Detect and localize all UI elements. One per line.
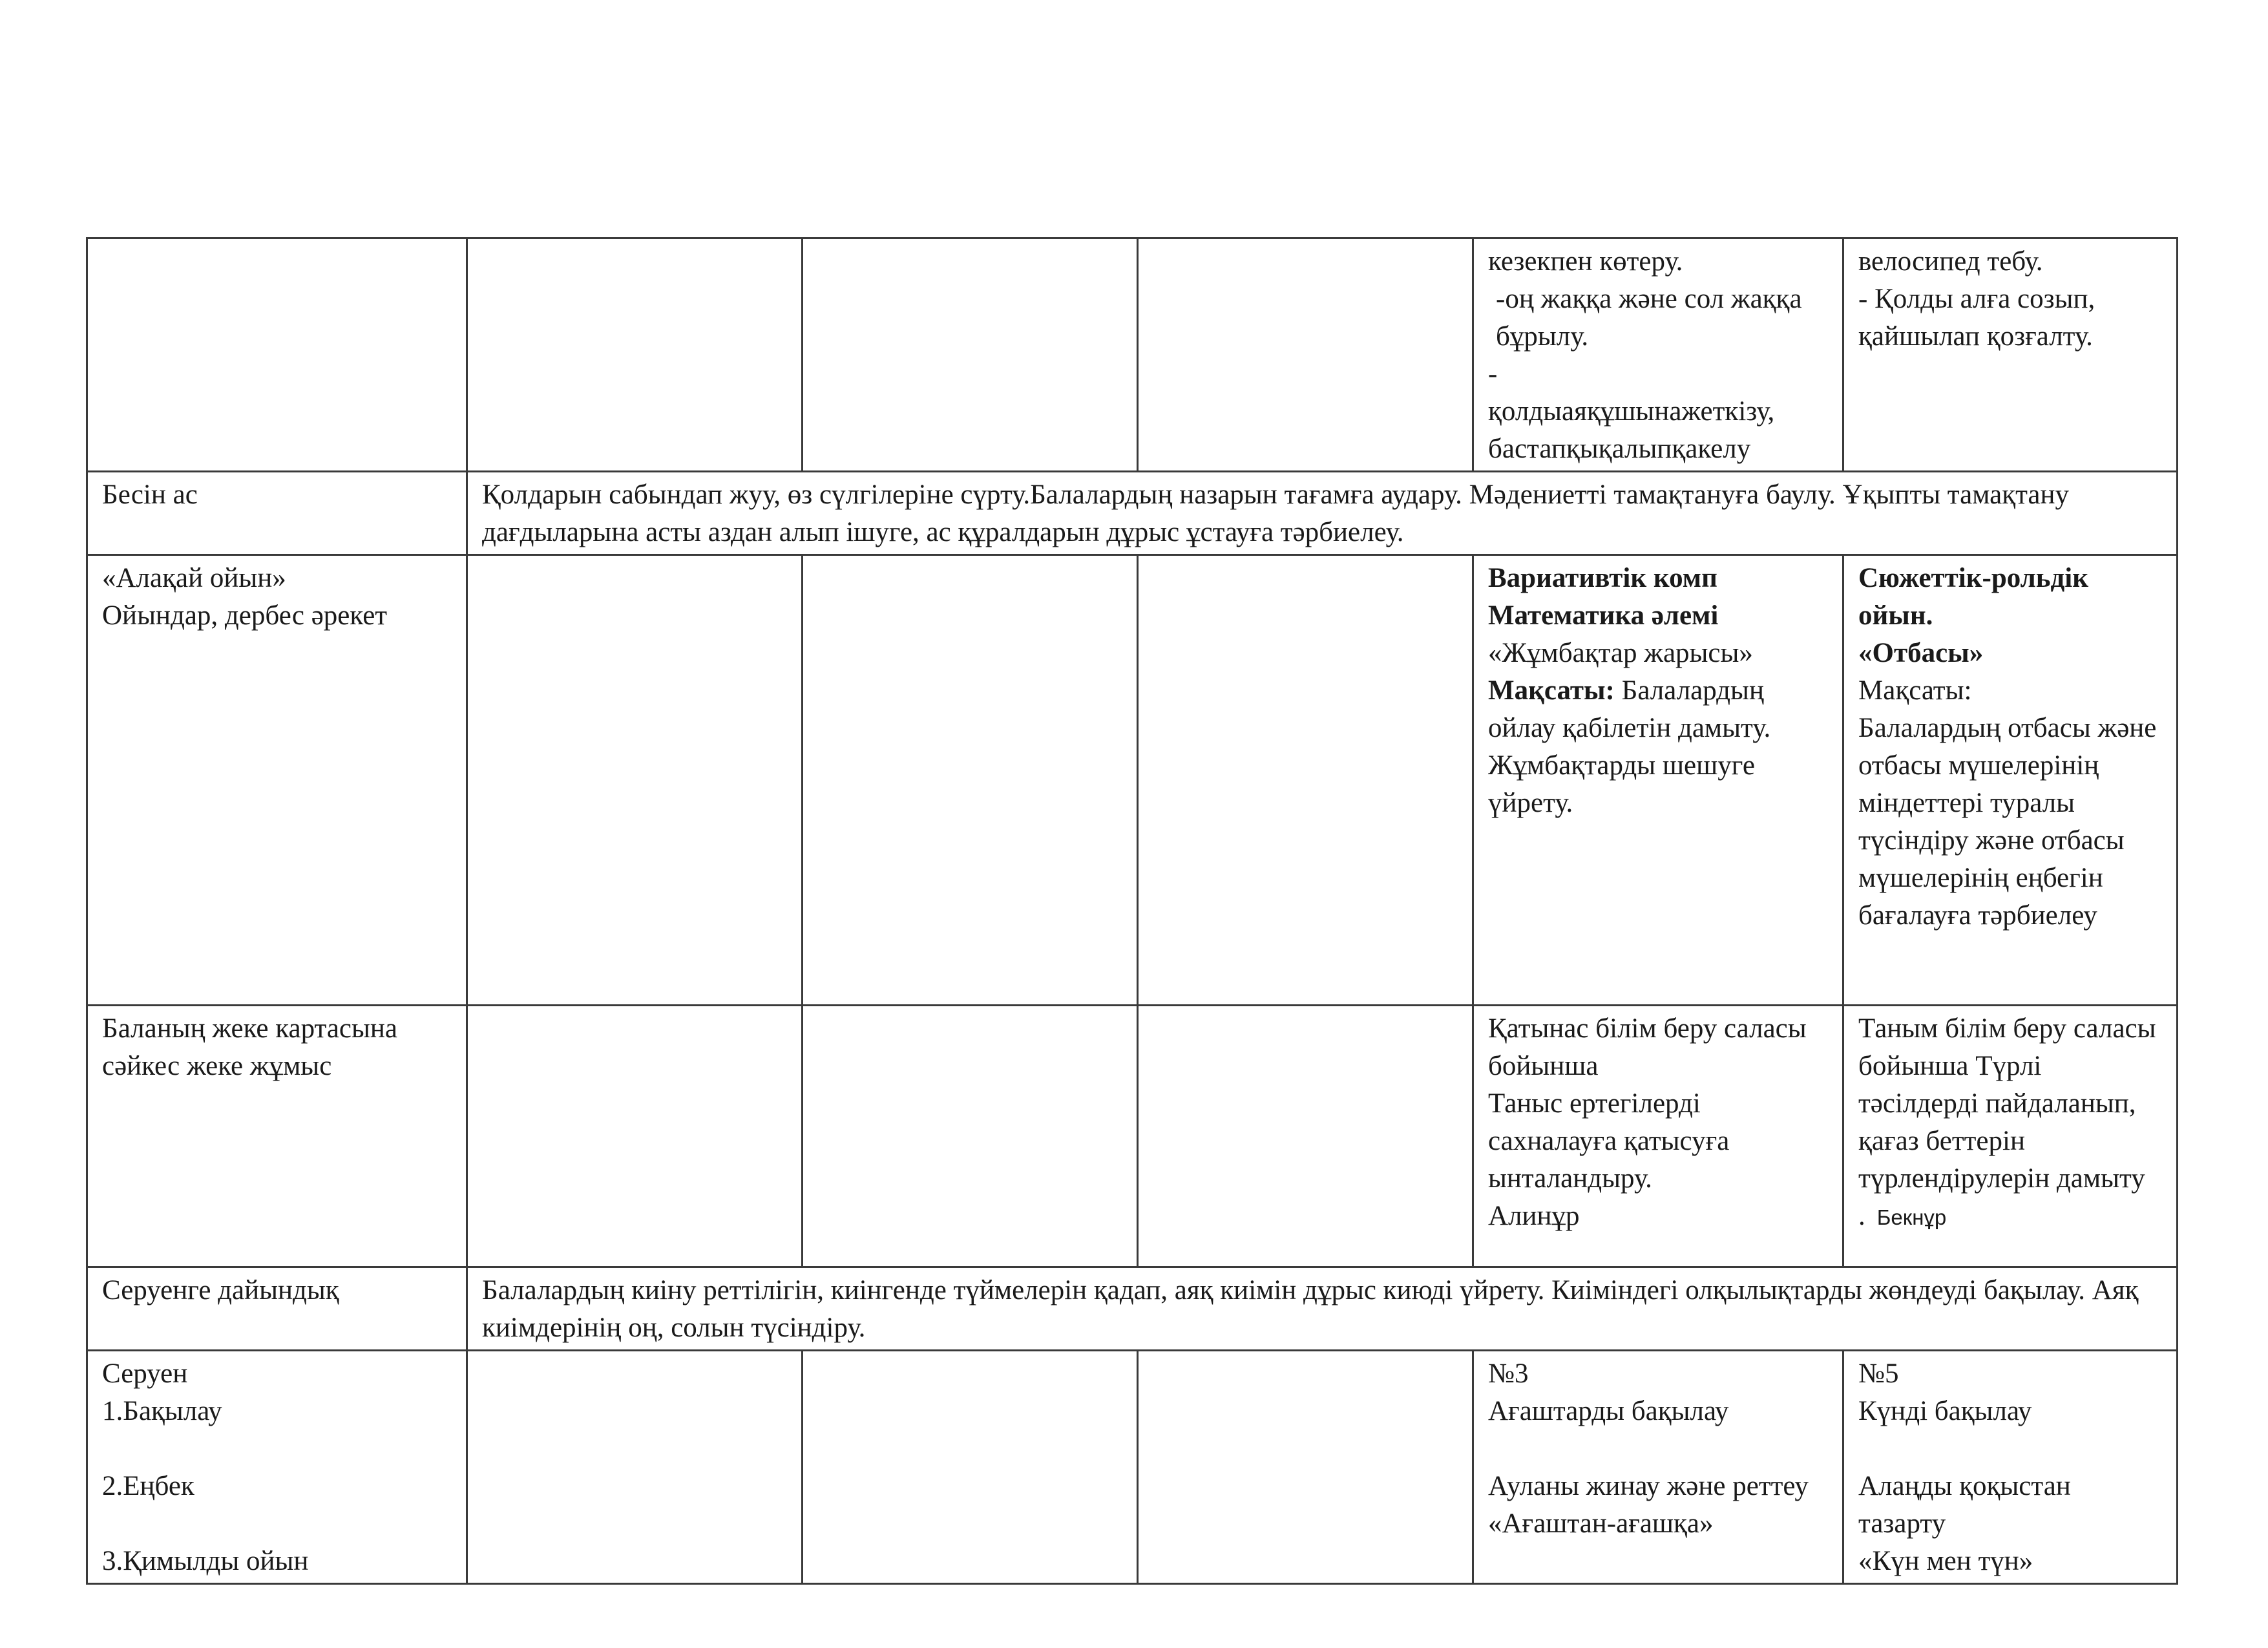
spacer (102, 1430, 452, 1468)
table-row-seruen (87, 1351, 2178, 1584)
label-line: «Алақай ойын» (102, 563, 286, 593)
text-line: - (1488, 359, 1498, 389)
activity-subtitle: «Отбасы» (1858, 638, 1984, 668)
empty-cell (803, 1351, 1138, 1584)
label-line: 2.Еңбек (102, 1471, 194, 1501)
exercise-cell-col6 (1843, 238, 2178, 472)
spacer (102, 1505, 452, 1543)
text-line: велосипед тебу. (1858, 246, 2043, 277)
table-row-individual (87, 1006, 2178, 1267)
empty-cell (467, 238, 803, 472)
table-row-besin-as (87, 472, 2178, 555)
empty-cell (803, 238, 1138, 472)
labor-text: Алаңды қоқыстан тазарту (1858, 1471, 2071, 1539)
empty-cell (803, 555, 1138, 1006)
activity-cell-col5 (1473, 555, 1843, 1006)
row-label: Бесін ас (87, 472, 467, 555)
individual-cell-col6 (1843, 1006, 2178, 1267)
text-line: Қатынас білім беру саласы бойынша (1488, 1013, 1807, 1081)
merged-text-cell: Балалардың киіну реттілігін, киінгенде түймелерін қадап, аяқ киімін дұрыс киюді үйрету. Киіміндегі олқылықтарды жөндеуді бақылау. Аяқ киімдерінің оң, солын түсіндіру. (467, 1267, 2178, 1351)
row-label (87, 555, 467, 1006)
labor-text: Ауланы жинау және реттеу (1488, 1471, 1809, 1501)
activity-cell-col6 (1843, 555, 2178, 1006)
text-line: Таным білім беру саласы бойынша Түрлі тәсілдерді пайдаланып, қағаз беттерін түрлендірулерін дамыту . (1858, 1013, 2156, 1231)
activity-title: Вариативтік комп (1488, 563, 1717, 593)
row-label (87, 1351, 467, 1584)
table-row-seruen-prep (87, 1267, 2178, 1351)
empty-cell (1138, 238, 1473, 472)
observation-text: Ағаштарды бақылау (1488, 1396, 1729, 1426)
label-line: Ойындар, дербес әрекет (102, 600, 388, 631)
label-line: 1.Бақылау (102, 1396, 222, 1426)
walk-cell-col6 (1843, 1351, 2178, 1584)
child-name: Алинұр (1488, 1201, 1580, 1231)
walk-number: №5 (1858, 1358, 1899, 1389)
empty-cell (803, 1006, 1138, 1267)
row-label: Баланың жеке картасына сәйкес жеке жұмыс (87, 1006, 467, 1267)
spacer (1858, 1430, 2162, 1468)
text-line: кезекпен көтеру. (1488, 246, 1683, 277)
text-line: қолдыаяқұшынажеткізу, бастапқықалыпқакелу (1488, 396, 1775, 464)
label-line: 3.Қимылды ойын (102, 1546, 309, 1576)
text-line: Таныс ертегілерді сахналауға қатысуға ынталандыру. (1488, 1088, 1730, 1194)
empty-cell (1138, 1351, 1473, 1584)
activity-subtitle: Математика әлемі (1488, 600, 1719, 631)
walk-cell-col5 (1473, 1351, 1843, 1584)
goal-label: Мақсаты: (1488, 675, 1615, 706)
label-line: Серуен (102, 1358, 188, 1389)
game-name: «Жұмбақтар жарысы» (1488, 638, 1753, 668)
goal-text: Балалардың ойлау қабілетін дамыту. Жұмбақтарды шешуге үйрету. (1488, 675, 1771, 818)
goal-paragraph (1488, 672, 1828, 822)
table-row-continuation (87, 238, 2178, 472)
goal-label: Мақсаты: (1858, 675, 1972, 706)
goal-text: Балалардың отбасы және отбасы мүшелерінің міндеттері туралы түсіндіру және отбасы мүшелерінің еңбегін бағалауға тәрбиелеу (1858, 713, 2157, 931)
text-line: -оң жаққа және сол жаққа бұрылу. (1496, 284, 1802, 352)
child-name: Бекнұр (1876, 1205, 1947, 1229)
walk-number: №3 (1488, 1358, 1529, 1389)
table-row-alaqai (87, 555, 2178, 1006)
empty-cell (467, 1006, 803, 1267)
empty-cell (467, 555, 803, 1006)
observation-text: Күнді бақылау (1858, 1396, 2032, 1426)
exercise-cell-col5 (1473, 238, 1843, 472)
empty-cell (467, 1351, 803, 1584)
game-text: «Күн мен түн» (1858, 1546, 2033, 1576)
merged-text-cell: Қолдарын сабындап жуу, өз сүлгілеріне сүрту.Балалардың назарын тағамға аудару. Мәдениетті тамақтануға баулу. Ұқыпты тамақтану дағдыларына асты аздан алып ішуге, ас құралдарын дұрыс ұстауға тәрбиелеу. (467, 472, 2178, 555)
game-text: «Ағаштан-ағашқа» (1488, 1508, 1714, 1539)
text-line: - Қолды алға созып, қайшылап қозғалту. (1858, 284, 2095, 352)
individual-cell-col5 (1473, 1006, 1843, 1267)
empty-cell (1138, 555, 1473, 1006)
row-label-empty (87, 238, 467, 472)
activity-title: Сюжеттік-рольдік ойын. (1858, 563, 2089, 631)
empty-cell (1138, 1006, 1473, 1267)
row-label: Серуенге дайындық (87, 1267, 467, 1351)
daily-plan-table (86, 237, 2178, 1585)
spacer (1488, 1430, 1828, 1468)
